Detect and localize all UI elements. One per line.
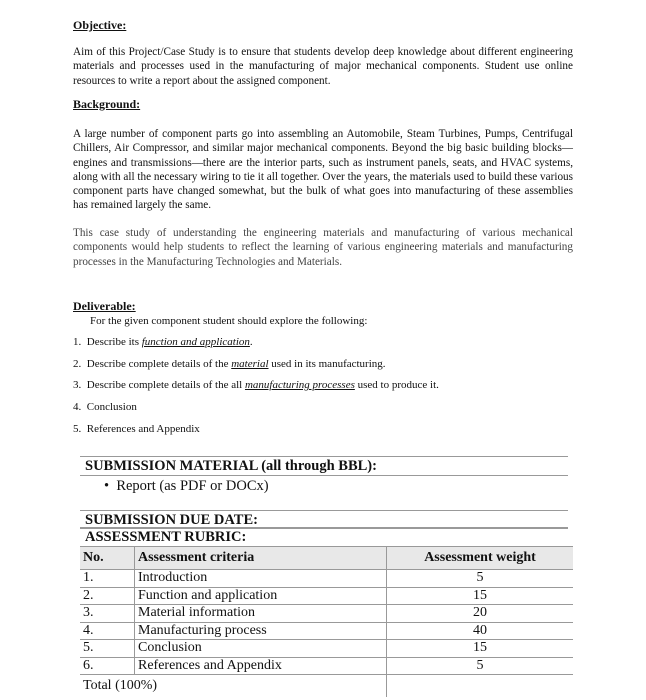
submission-material-heading: SUBMISSION MATERIAL (all through BBL): [85, 458, 377, 474]
cell-weight: 15 [387, 587, 574, 605]
cell-criteria: References and Appendix [135, 657, 387, 675]
item-text: Describe complete details of the all [86, 379, 245, 392]
divider [80, 456, 568, 457]
header-criteria: Assessment criteria [135, 547, 387, 570]
due-date-heading: SUBMISSION DUE DATE: [85, 512, 258, 528]
cell-weight: 5 [387, 570, 574, 588]
divider [80, 510, 568, 511]
item-text-end: used to produce it. [354, 379, 439, 392]
item-text: References and Appendix [86, 422, 200, 435]
deliverable-item [73, 401, 137, 413]
header-weight: Assessment weight [387, 547, 574, 570]
objective-heading: Objective: [73, 18, 127, 32]
cell-criteria: Material information [135, 605, 387, 623]
cell-weight: 5 [387, 657, 574, 675]
table-row [80, 640, 573, 658]
cell-criteria: Introduction [135, 570, 387, 588]
cell-no: 3. [80, 605, 135, 623]
table-row [80, 657, 573, 675]
item-emphasis: function and application [141, 336, 250, 348]
background-text-2: This case study of understanding the engineering materials and manufacturing of various mechanical components would help students to reflect the learning of various engineering materials and manufacturing processes in the Manufacturing Technologies and Materials. [73, 227, 573, 268]
bullet-text: Report (as PDF or DOCx) [116, 478, 269, 494]
item-text-end: . [249, 336, 253, 348]
item-number: 4. [73, 401, 82, 414]
deliverable-item [73, 379, 439, 391]
item-emphasis: material [231, 357, 269, 370]
cell-criteria: Manufacturing process [135, 622, 387, 640]
cell-no: 6. [80, 657, 135, 675]
deliverable-item [73, 336, 253, 348]
deliverable-item [73, 358, 386, 370]
total-weight [387, 675, 574, 698]
deliverable-intro: For the given component student should explore the following: [90, 315, 368, 327]
item-text: Describe its [86, 336, 142, 348]
cell-weight: 20 [387, 605, 574, 623]
background-heading: Background: [73, 97, 141, 111]
deliverable-heading: Deliverable: [73, 299, 136, 313]
bullet-icon: • [104, 478, 110, 494]
rubric-table [80, 546, 573, 697]
total-row [80, 675, 573, 698]
divider [80, 475, 568, 476]
item-text: Describe complete details of the [86, 357, 232, 370]
table-row [80, 587, 573, 605]
item-number: 1. [73, 336, 82, 348]
header-no: No. [80, 547, 135, 570]
cell-no: 1. [80, 570, 135, 588]
cell-no: 5. [80, 640, 135, 658]
item-emphasis: manufacturing processes [244, 379, 355, 392]
item-number: 5. [73, 422, 82, 435]
table-row [80, 605, 573, 623]
item-number: 3. [73, 379, 82, 392]
item-text-end: used in its manufacturing. [268, 357, 386, 370]
item-number: 2. [73, 357, 82, 370]
deliverable-item [73, 423, 200, 435]
cell-weight: 15 [387, 640, 574, 658]
objective-text: Aim of this Project/Case Study is to ensure that students develop deep knowledge about different engineering materials and processes used in the manufacturing of major mechanical components. Student use online resources to write a report about the assigned component. [73, 46, 573, 87]
cell-weight: 40 [387, 622, 574, 640]
background-text: A large number of component parts go into assembling an Automobile, Steam Turbines, Pumps, Centrifugal Chillers, Air Compressor, and similar major mechanical components. Beyond the big basic building blocks—engines and transmissions—there are the interior parts, such as instrument panels, seats, and HVAC systems, along with all the necessary wiring to tie it all together. Over the years, the materials used to build these various component parts have changed somewhat, but the bulk of what goes into manufacturing of these assemblies has remained largely the same. [73, 128, 573, 212]
item-text: Conclusion [86, 401, 137, 414]
table-row [80, 622, 573, 640]
table-row [80, 570, 573, 588]
rubric-heading: ASSESSMENT RUBRIC: [85, 529, 247, 545]
cell-no: 4. [80, 622, 135, 640]
cell-criteria: Function and application [135, 587, 387, 605]
cell-no: 2. [80, 587, 135, 605]
submission-bullet [104, 478, 269, 495]
cell-criteria: Conclusion [135, 640, 387, 658]
table-header-row [80, 547, 573, 570]
total-label: Total (100%) [83, 678, 158, 693]
